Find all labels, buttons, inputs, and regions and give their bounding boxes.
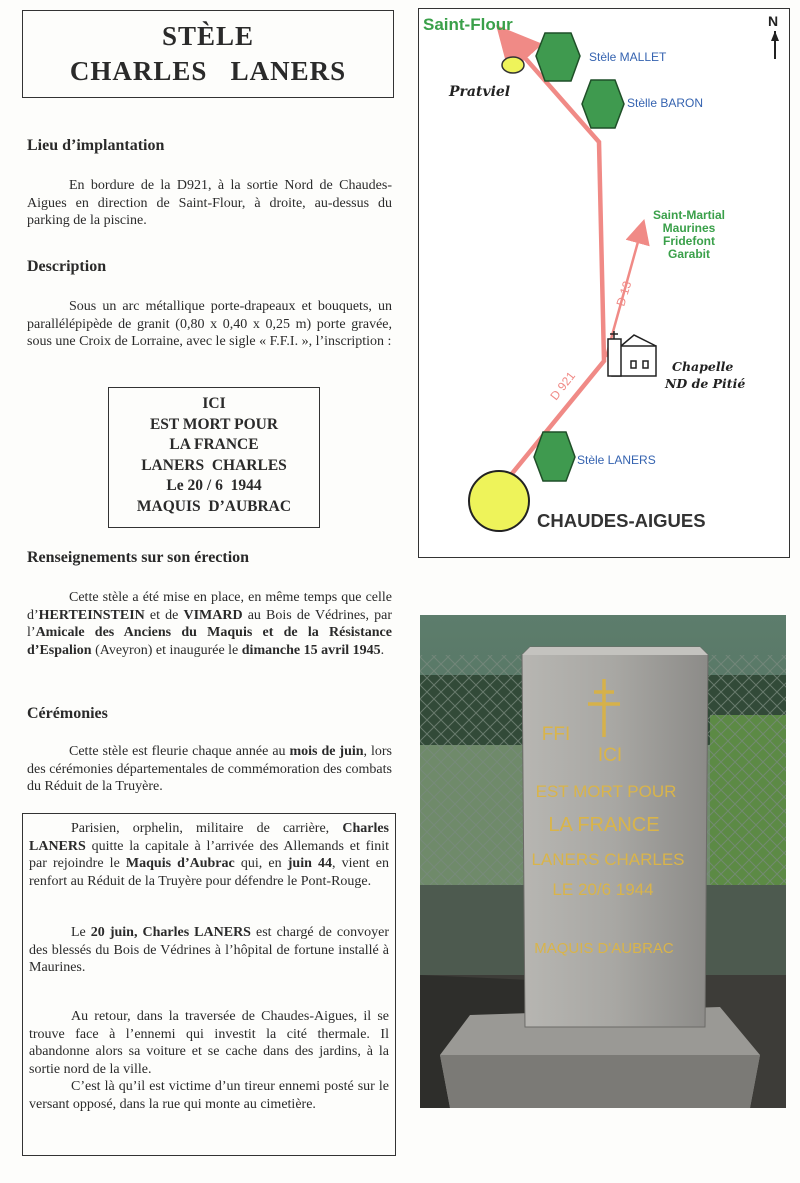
title-line-1: STÈLE: [161, 21, 255, 51]
inscription-line: EST MORT POUR: [149, 415, 279, 433]
stele-engraving-line: EST MORT POUR: [535, 782, 677, 801]
map-svg: [419, 9, 789, 557]
inscription-line: LANERS CHARLES: [141, 456, 287, 474]
stele-engraving-line: MAQUIS D'AUBRAC: [534, 940, 674, 957]
stele-engraving-line: LA FRANCE: [548, 814, 660, 836]
heading-lieu: Lieu d’implantation: [27, 137, 165, 154]
label-destination: Saint-Martial: [652, 208, 726, 222]
bio-paragraph-4: C’est là qu’il est victime d’un tireur ennemi posté sur le versant opposé, dans la rue qui monte au cimetière.: [29, 1079, 389, 1112]
label-destination: Maurines: [662, 221, 716, 235]
label-north: N: [768, 13, 779, 29]
stele-engraving-line: LANERS CHARLES: [531, 850, 685, 869]
stele-ffi-text: FFI: [541, 724, 571, 745]
chapel-icon: [608, 331, 656, 376]
inscription-box: [108, 387, 320, 528]
text-lieu: En bordure de la D921, à la sortie Nord de Chaudes-Aigues en direction de Saint-Flour, à droite, au-dessus du parking de la piscine.: [27, 178, 392, 228]
label-town: CHAUDES-AIGUES: [537, 510, 706, 531]
text-ceremonies: Cette stèle est fleurie chaque année au mois de juin, lors des cérémonies départementales de commémoration des combats du Réduit de la Truyère.: [27, 744, 393, 794]
stele-baron-hex-icon: [582, 80, 624, 128]
heading-description: Description: [27, 258, 107, 275]
label-destination: Fridefont: [663, 234, 715, 248]
label-d13: D 13: [613, 279, 635, 308]
inscription-line: ICI: [202, 395, 226, 412]
biography-box: [22, 813, 396, 1156]
title-box: [22, 10, 394, 98]
label-stele-baron: Stèlle BARON: [627, 96, 704, 110]
heading-ceremonies: Cérémonies: [27, 705, 108, 722]
town-circle-icon: [469, 471, 529, 531]
stele-engraving-line: ICI: [597, 745, 623, 766]
label-stele-mallet: Stèle MALLET: [589, 50, 667, 64]
label-chapelle-nd: ND de Pitié: [665, 376, 746, 391]
bio-paragraph-1: Parisien, orphelin, militaire de carrière, Charles LANERS quitte la capitale à l’arrivée des Allemands et finit par rejoindre le Maquis d’Aubrac qui, en juin 44, vient en renfort au Réduit de la Truyère pour défendre le Pont-Rouge.: [29, 821, 390, 889]
label-stele-laners: Stèle LANERS: [577, 453, 656, 467]
stele-engraving-line: LE 20/6 1944: [552, 880, 654, 899]
stele-photo: [420, 615, 786, 1108]
stele-laners-hex-icon: [534, 432, 575, 481]
inscription-line: MAQUIS D’AUBRAC: [136, 497, 292, 515]
heading-erection: Renseignements sur son érection: [27, 549, 250, 566]
label-destination: Garabit: [667, 247, 711, 261]
text-erection: Cette stèle a été mise en place, en même temps que celle d’HERTEINSTEIN et de VIMARD au Bois de Védrines, par l’Amicale des Anciens du Maquis et de la Résistance d’Espalion (Aveyron) et inaugurée le dimanche 15 avril 1945.: [27, 590, 392, 658]
bio-paragraph-2: Le 20 juin, Charles LANERS est chargé de convoyer des blessés du Bois de Védrines à l’hôpital de fortune installé à Maurines.: [29, 925, 389, 975]
inscription-line: LA FRANCE: [169, 436, 259, 453]
text-description: Sous un arc métallique porte-drapeaux et bouquets, un parallélépipède de granit (0,80 x 0,40 x 0,25 m) porte gravée, sous une Croix de Lorraine, avec le sigle « F.F.I. », l’inscription :: [27, 299, 392, 349]
location-map: [418, 8, 790, 558]
stele-mallet-hex-icon: [536, 33, 580, 81]
bio-paragraph-3: Au retour, dans la traversée de Chaudes-Aigues, il se trouve face à l’ennemi qui investit la cité thermale. Il abandonne alors sa voiture et se cache dans des jardins, à la sortie nord de la ville.: [29, 1009, 389, 1077]
pratviel-marker-icon: [502, 57, 524, 73]
inscription-line: Le 20 / 6 1944: [166, 477, 262, 494]
label-saint-flour: Saint-Flour: [423, 15, 513, 34]
title-line-2: CHARLES LANERS: [69, 56, 347, 86]
stele-photo-svg: [420, 615, 786, 1108]
label-d921: D 921: [547, 368, 579, 403]
label-pratviel: Pratviel: [449, 84, 511, 100]
label-chapelle: Chapelle: [672, 359, 734, 374]
